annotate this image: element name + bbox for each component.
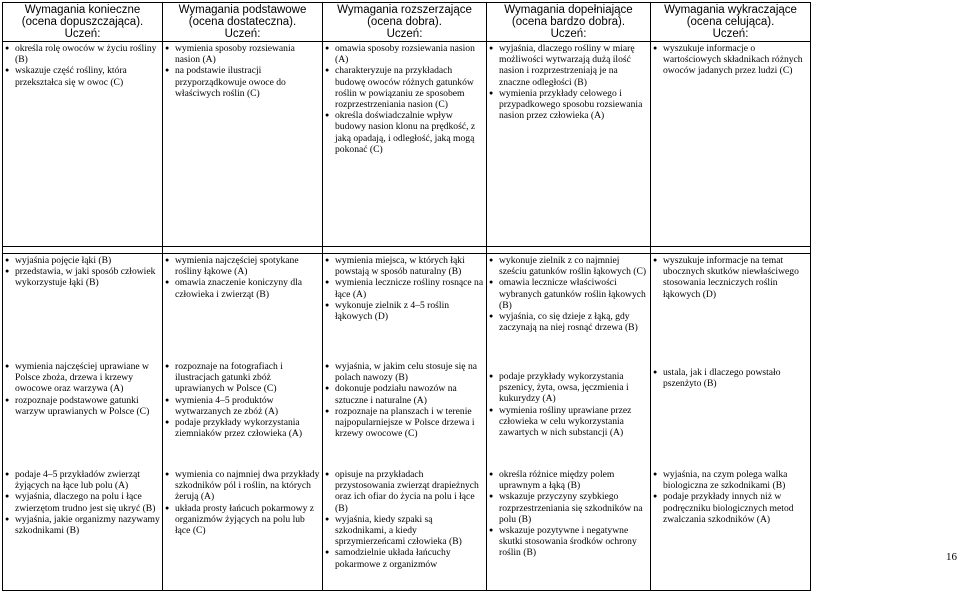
list-item: ● podaje przykłady wykorzystania pszenicy, żyta, owsa, jęczmienia i kukurydzy (A) (489, 371, 648, 405)
list-item: ● wymienia co najmniej dwa przykłady szkodników pól i roślin, na których żerują (A) (165, 469, 320, 503)
list-item: ● rozpoznaje na fotografiach i ilustracjach gatunki zbóż uprawianych w Polsce (C) (165, 361, 320, 395)
cell-bottom-wykraczajace (651, 254, 811, 591)
cell-bottom-rozszerzajace (323, 254, 487, 591)
list-item: ● wymienia przykłady celowego i przypadkowego sposobu rozsiewania nasion przez człowieka (A) (489, 88, 648, 122)
header-dopelniajace: Wymagania dopełniające (ocena bardzo dobra). Uczeń: (487, 3, 651, 42)
list-item: ● ustala, jak i dlaczego powstało pszenżyto (B) (653, 367, 808, 389)
list-item: ● wymienia lecznicze rośliny rosnące na łące (A) (325, 277, 484, 299)
list-item: ● wymienia rośliny uprawiane przez człowieka w celu wykorzystania zawartych w nich substancji (A) (489, 405, 648, 439)
list-item: ● określa różnice między polem uprawnym a łąką (B) (489, 469, 648, 491)
cell-top-dopelniajace (487, 42, 651, 247)
list-item: ● układa prosty łańcuch pokarmowy z organizmów żyjących na polu lub łące (C) (165, 503, 320, 537)
header-row (3, 3, 952, 42)
list-item: ● wyjaśnia, dlaczego na polu i łące zwierzętom trudno jest się ukryć (B) (5, 491, 160, 513)
list-item: ● rozpoznaje na planszach i w terenie najpopularniejsze w Polsce drzewa i krzewy owocowe (C) (325, 406, 484, 440)
requirement-list (489, 255, 648, 371)
list-item: ● określa rolę owoców w życiu rośliny (B) (5, 43, 160, 65)
cell-top-rozszerzajace (323, 42, 487, 247)
header-rozszerzajace: Wymagania rozszerzające (ocena dobra). Uczeń: (323, 3, 487, 42)
cell-bottom-dopelniajace (487, 254, 651, 591)
requirement-list (325, 361, 484, 469)
requirement-list (5, 361, 160, 469)
list-item: ● omawia znaczenie koniczyny dla człowieka i zwierząt (B) (165, 277, 320, 299)
requirement-list (653, 255, 808, 367)
requirement-list (5, 255, 160, 361)
list-item: ● omawia sposoby rozsiewania nasion (A) (325, 43, 484, 65)
requirement-list (325, 43, 484, 155)
list-item: ● opisuje na przykładach przystosowania zwierząt drapieżnych oraz ich ofiar do życia na polu i łące (B) (325, 469, 484, 514)
requirement-list (489, 469, 648, 559)
list-item: ● wyjaśnia, jakie organizmy nazywamy szkodnikami (B) (5, 514, 160, 536)
list-item: ● charakteryzuje na przykładach budowę owoców różnych gatunków roślin w powiązaniu ze sposobem rozprzestrzeniania nasion (C) (325, 65, 484, 110)
requirement-list (653, 469, 808, 525)
page-number: 16 (946, 551, 957, 563)
list-item: ● wyszukuje informacje na temat ubocznych skutków niewłaściwego stosowania leczniczych roślin łąkowych (D) (653, 255, 808, 300)
requirement-list (489, 371, 648, 469)
requirement-list (165, 43, 320, 99)
list-item: ● wyjaśnia, kiedy szpaki są szkodnikami, a kiedy sprzymierzeńcami człowieka (B) (325, 514, 484, 548)
header-wykraczajace: Wymagania wykraczające (ocena celująca). Uczeń: (651, 3, 811, 42)
list-item: ● samodzielnie układa łańcuchy pokarmowe z organizmów (325, 547, 484, 569)
list-item: ● podaje przykłady innych niż w podręczniku biologicznych metod zwalczania szkodników (A) (653, 491, 808, 525)
requirement-list (653, 43, 808, 77)
requirement-list (5, 469, 160, 536)
list-item: ● wyjaśnia, na czym polega walka biologiczna ze szkodnikami (B) (653, 469, 808, 491)
cell-top-podstawowe (163, 42, 323, 247)
header-podstawowe: Wymagania podstawowe (ocena dostateczna). Uczeń: (163, 3, 323, 42)
list-item: ● wyjaśnia pojęcie łąki (B) (5, 255, 160, 266)
list-item: ● omawia lecznicze właściwości wybranych gatunków roślin łąkowych (B) (489, 277, 648, 311)
requirement-list (5, 43, 160, 88)
cell-top-wykraczajace (651, 42, 811, 247)
requirement-list (165, 469, 320, 536)
list-item: ● wyjaśnia, w jakim celu stosuje się na polach nawozy (B) (325, 361, 484, 383)
list-item: ● na podstawie ilustracji przyporządkowuje owoce do właściwych roślin (C) (165, 65, 320, 99)
list-item: ● wymienia najczęściej uprawiane w Polsce zboża, drzewa i krzewy owocowe oraz warzywa (A) (5, 361, 160, 395)
list-item: ● dokonuje podziału nawozów na sztuczne i naturalne (A) (325, 383, 484, 405)
list-item: ● podaje 4–5 przykładów zwierząt żyjących na łące lub polu (A) (5, 469, 160, 491)
table-row-owoce (3, 42, 952, 247)
list-item: ● przedstawia, w jaki sposób człowiek wykorzystuje łąki (B) (5, 266, 160, 288)
requirement-list (489, 43, 648, 121)
list-item: ● wymienia miejsca, w których łąki powstają w sposób naturalny (B) (325, 255, 484, 277)
cell-top-konieczne (3, 42, 163, 247)
requirement-list (653, 367, 808, 469)
list-item: ● wykonuje zielnik z co najmniej sześciu gatunków roślin łąkowych (C) (489, 255, 648, 277)
cell-bottom-podstawowe (163, 254, 323, 591)
table-row-laka-pole (3, 254, 952, 591)
requirement-list (165, 255, 320, 361)
list-item: ● wykonuje zielnik z 4–5 roślin łąkowych (D) (325, 300, 484, 322)
list-item: ● wyjaśnia, dlaczego rośliny w miarę możliwości wytwarzają dużą ilość nasion i rozprzestrzeniają je na znaczne odległości (B) (489, 43, 648, 88)
list-item: ● wymienia sposoby rozsiewania nasion (A) (165, 43, 320, 65)
requirement-list (325, 469, 484, 570)
requirement-list (165, 361, 320, 469)
list-item: ● wskazuje przyczyny szybkiego rozprzestrzeniania się szkodników na polu (B) (489, 491, 648, 525)
cell-bottom-konieczne (3, 254, 163, 591)
list-item: ● wskazuje część rośliny, która przekształca się w owoc (C) (5, 65, 160, 87)
list-item: ● wyjaśnia, co się dzieje z łąką, gdy zaczynają na niej rosnąć drzewa (B) (489, 311, 648, 333)
list-item: ● wymienia 4–5 produktów wytwarzanych ze zbóż (A) (165, 395, 320, 417)
list-item: ● wyszukuje informacje o wartościowych składnikach różnych owoców jadanych przez ludzi (C) (653, 43, 808, 77)
list-item: ● podaje przykłady wykorzystania ziemniaków przez człowieka (A) (165, 417, 320, 439)
list-item: ● wskazuje pozytywne i negatywne skutki stosowania środków ochrony roślin (B) (489, 525, 648, 559)
requirement-list (325, 255, 484, 361)
table-row-spacer (3, 247, 952, 254)
list-item: ● określa doświadczalnie wpływ budowy nasion klonu na prędkość, z jaką opadają, i odległość, jaką mogą pokonać (C) (325, 110, 484, 155)
list-item: ● wymienia najczęściej spotykane rośliny łąkowe (A) (165, 255, 320, 277)
header-konieczne: Wymagania konieczne (ocena dopuszczająca). Uczeń: (3, 3, 163, 42)
requirements-table (2, 2, 952, 591)
list-item: ● rozpoznaje podstawowe gatunki warzyw uprawianych w Polsce (C) (5, 395, 160, 417)
